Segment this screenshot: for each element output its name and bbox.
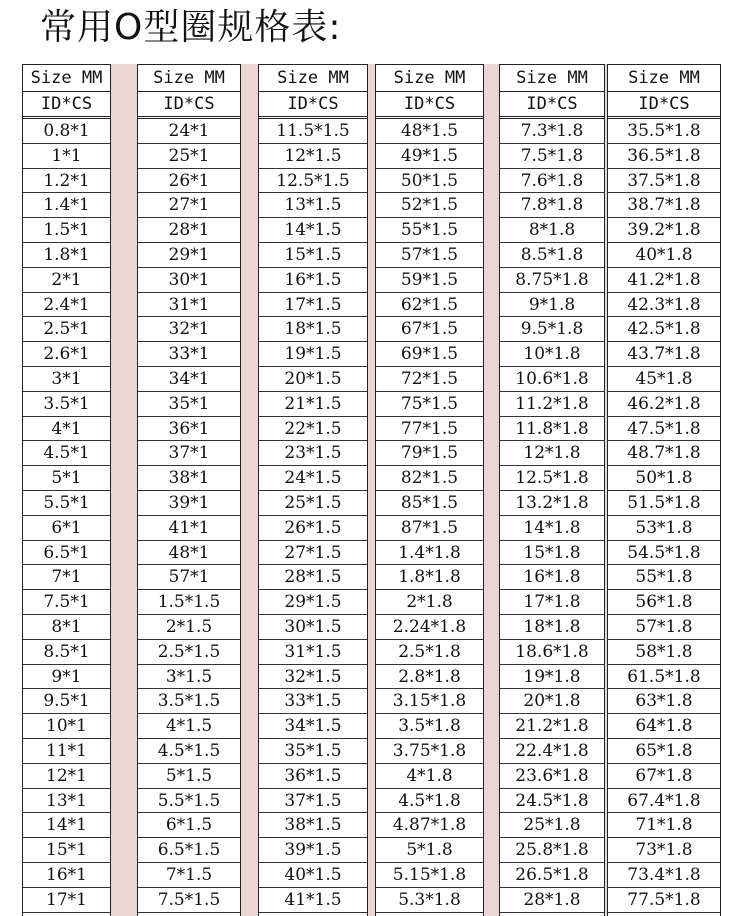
size-cell: 2*1 [23,268,110,293]
size-cell: 12*1 [23,764,110,789]
size-cell: 38*1.5 [259,813,367,838]
column-header-size: Size MM [376,64,483,92]
size-cell: 43.7*1.8 [608,342,720,367]
size-cell: 8.5*1.8 [500,243,604,268]
size-cell: 8*1.8 [500,218,604,243]
size-cell: 47.5*1.8 [608,417,720,442]
size-cell: 38.7*1.8 [608,193,720,218]
size-cell: 73*1.8 [608,838,720,863]
size-cell: 5.15*1.8 [376,863,483,888]
column-header-idcs: ID*CS [23,92,110,119]
size-cell: 35.5*1.8 [608,119,720,144]
size-cell: 1.5*1 [23,218,110,243]
size-cell: 62*1.5 [376,293,483,318]
size-cell: 36*1.5 [259,764,367,789]
size-cell: 67*1.8 [608,764,720,789]
size-cell: 65*1.8 [608,739,720,764]
size-cell: 46.2*1.8 [608,392,720,417]
size-cell: 22*1.5 [259,417,367,442]
size-column [258,64,368,916]
size-cell: 24*1.5 [259,466,367,491]
size-cell: 18*1.5 [259,317,367,342]
size-cell: 7.6*1.8 [500,169,604,194]
size-cell: 36*1 [138,417,240,442]
size-cell: 13*1.5 [259,193,367,218]
size-column [375,64,484,916]
size-cell: 16*1.8 [500,565,604,590]
size-cell: 50*1.5 [376,169,483,194]
size-cell: 39*1 [138,491,240,516]
size-cell: 30*1 [138,268,240,293]
size-cell: 4*1.5 [138,714,240,739]
size-cell: 15*1 [23,838,110,863]
size-cell: 2.5*1.5 [138,640,240,665]
size-cell: 37.5*1.8 [608,169,720,194]
size-cell: 7.8*1.8 [500,193,604,218]
size-cell: 11.8*1.8 [500,417,604,442]
size-column [607,64,721,916]
size-cell: 7*1 [23,565,110,590]
size-cell: 14*1 [23,813,110,838]
size-cell: 19*1.8 [500,665,604,690]
column-header-idcs: ID*CS [608,92,720,119]
size-cell: 25*1.5 [259,491,367,516]
size-cell: 3*1.5 [138,665,240,690]
size-cell: 10*1 [23,714,110,739]
size-cell: 41*1 [138,516,240,541]
size-cell: 4.5*1.5 [138,739,240,764]
size-cell: 13*1 [23,789,110,814]
size-cell: 9*1 [23,665,110,690]
size-cell: 1.4*1.8 [376,541,483,566]
size-cell: 8.75*1.8 [500,268,604,293]
column-header-size: Size MM [138,64,240,92]
size-cell: 23*1.5 [259,441,367,466]
size-cell: 69*1.5 [376,342,483,367]
size-cell: 17*1.8 [500,590,604,615]
size-cell: 37*1.5 [259,789,367,814]
size-cell: 29*1.5 [259,590,367,615]
size-cell: 57*1.8 [608,615,720,640]
column-header-idcs: ID*CS [259,92,367,119]
size-cell: 35*1 [138,392,240,417]
size-cell: 42.3*1.8 [608,293,720,318]
size-cell: 16*1 [23,863,110,888]
column-header-idcs: ID*CS [376,92,483,119]
size-column [22,64,111,916]
size-cell: 5.5*1 [23,491,110,516]
size-cell: 57*1 [138,565,240,590]
size-cell: 2.8*1.8 [376,665,483,690]
column-header-idcs: ID*CS [500,92,604,119]
size-cell: 26.5*1.8 [500,863,604,888]
size-cell: 11.2*1.8 [500,392,604,417]
size-cell: 2.4*1 [23,293,110,318]
column-header-size: Size MM [259,64,367,92]
size-cell: 3.5*1.5 [138,689,240,714]
size-cell: 18*1.8 [500,615,604,640]
size-cell: 12*1.5 [259,144,367,169]
size-cell: 32*1 [138,317,240,342]
size-cell: 73.4*1.8 [608,863,720,888]
size-cell: 3.5*1 [23,392,110,417]
size-cell: 2.24*1.8 [376,615,483,640]
size-cell: 2.5*1.8 [376,640,483,665]
size-cell: 5.5*1.5 [138,789,240,814]
size-cell: 48*1.5 [376,119,483,144]
size-cell: 1.2*1 [23,169,110,194]
size-cell: 3*1 [23,367,110,392]
size-cell: 67*1.5 [376,317,483,342]
size-cell: 20*1.5 [259,367,367,392]
size-cell: 7.5*1 [23,590,110,615]
size-cell: 25*1 [138,144,240,169]
size-cell: 21*1.5 [259,392,367,417]
column-gap [111,64,137,916]
size-cell: 63*1.8 [608,689,720,714]
size-cell: 9.5*1.8 [500,317,604,342]
size-cell: 24.5*1.8 [500,789,604,814]
size-cell: 12.5*1.8 [500,466,604,491]
size-cell: 75*1.5 [376,392,483,417]
size-cell: 11*1 [23,739,110,764]
o-ring-size-table [22,64,721,916]
size-cell: 4.5*1.8 [376,789,483,814]
size-cell: 5*1.8 [376,838,483,863]
size-cell: 1*1 [23,144,110,169]
size-cell: 4.5*1 [23,441,110,466]
size-cell: 33*1 [138,342,240,367]
size-cell: 27*1.5 [259,541,367,566]
size-cell: 9.5*1 [23,689,110,714]
size-cell: 25*1.8 [500,813,604,838]
size-cell: 32*1.5 [259,665,367,690]
size-cell: 5.3*1.8 [376,888,483,913]
size-cell: 35*1.5 [259,739,367,764]
page-title: 常用O型圈规格表: [40,7,342,48]
size-cell: 31*1.5 [259,640,367,665]
size-cell: 6.5*1 [23,541,110,566]
size-cell: 6*1 [23,516,110,541]
size-cell: 33*1.5 [259,689,367,714]
column-gap [368,64,375,916]
size-cell: 72*1.5 [376,367,483,392]
size-cell: 29*1 [138,243,240,268]
size-cell: 0.8*1 [23,119,110,144]
size-cell: 14*1.8 [500,516,604,541]
size-cell: 4.87*1.8 [376,813,483,838]
size-cell: 5*1 [23,466,110,491]
size-cell: 12*1.8 [500,441,604,466]
size-cell: 42.5*1.8 [608,317,720,342]
size-cell: 67.4*1.8 [608,789,720,814]
size-cell: 20*1.8 [500,689,604,714]
size-cell: 8*1 [23,615,110,640]
size-cell: 64*1.8 [608,714,720,739]
size-cell: 53*1.8 [608,516,720,541]
size-cell: 8.5*1 [23,640,110,665]
size-cell: 34*1 [138,367,240,392]
size-cell: 27*1 [138,193,240,218]
size-cell: 56*1.8 [608,590,720,615]
size-cell: 36.5*1.8 [608,144,720,169]
size-cell: 3.15*1.8 [376,689,483,714]
size-cell: 25.8*1.8 [500,838,604,863]
size-column [137,64,241,916]
size-cell: 54.5*1.8 [608,541,720,566]
size-cell: 45*1.8 [608,367,720,392]
size-cell: 50*1.8 [608,466,720,491]
size-cell: 48*1 [138,541,240,566]
size-cell: 3.75*1.8 [376,739,483,764]
size-cell: 24*1 [138,119,240,144]
size-cell: 61.5*1.8 [608,665,720,690]
size-cell: 7.5*1.5 [138,888,240,913]
size-cell: 15*1.8 [500,541,604,566]
size-cell: 22.4*1.8 [500,739,604,764]
size-cell: 55*1.8 [608,565,720,590]
size-cell: 19*1.5 [259,342,367,367]
size-cell: 18.6*1.8 [500,640,604,665]
size-cell: 57*1.5 [376,243,483,268]
size-cell: 41.2*1.8 [608,268,720,293]
size-cell: 38*1 [138,466,240,491]
size-cell: 71*1.8 [608,813,720,838]
size-cell: 17*1 [23,888,110,913]
size-cell: 4*1.8 [376,764,483,789]
size-cell: 37*1 [138,441,240,466]
size-cell: 16*1.5 [259,268,367,293]
column-header-idcs: ID*CS [138,92,240,119]
column-header-size: Size MM [500,64,604,92]
size-cell: 52*1.5 [376,193,483,218]
size-cell: 59*1.5 [376,268,483,293]
size-cell: 34*1.5 [259,714,367,739]
size-cell: 51.5*1.8 [608,491,720,516]
size-cell: 30*1.5 [259,615,367,640]
size-cell: 2.6*1 [23,342,110,367]
size-cell: 11.5*1.5 [259,119,367,144]
size-cell: 41*1.5 [259,888,367,913]
size-cell: 87*1.5 [376,516,483,541]
size-cell: 31*1 [138,293,240,318]
size-cell: 1.8*1.8 [376,565,483,590]
size-cell: 40*1.8 [608,243,720,268]
size-cell: 17*1.5 [259,293,367,318]
size-cell: 15*1.5 [259,243,367,268]
size-cell: 2*1.5 [138,615,240,640]
size-cell: 48.7*1.8 [608,441,720,466]
size-cell: 2*1.8 [376,590,483,615]
size-cell: 49*1.5 [376,144,483,169]
size-cell: 40*1.5 [259,863,367,888]
column-header-size: Size MM [23,64,110,92]
size-cell: 82*1.5 [376,466,483,491]
size-cell: 9*1.8 [500,293,604,318]
size-cell: 12.5*1.5 [259,169,367,194]
size-cell: 85*1.5 [376,491,483,516]
size-cell: 58*1.8 [608,640,720,665]
size-cell: 2.5*1 [23,317,110,342]
size-cell: 14*1.5 [259,218,367,243]
size-cell: 4*1 [23,417,110,442]
size-cell: 39.2*1.8 [608,218,720,243]
size-cell: 28*1 [138,218,240,243]
size-cell: 3.5*1.8 [376,714,483,739]
size-cell: 6.5*1.5 [138,838,240,863]
size-cell: 21.2*1.8 [500,714,604,739]
size-cell: 13.2*1.8 [500,491,604,516]
size-cell: 1.8*1 [23,243,110,268]
column-gap [484,64,499,916]
size-cell: 10*1.8 [500,342,604,367]
column-header-size: Size MM [608,64,720,92]
size-cell: 26*1.5 [259,516,367,541]
size-cell: 28*1.8 [500,888,604,913]
size-cell: 79*1.5 [376,441,483,466]
size-cell: 77*1.5 [376,417,483,442]
size-cell: 1.5*1.5 [138,590,240,615]
size-cell: 55*1.5 [376,218,483,243]
size-cell: 39*1.5 [259,838,367,863]
column-gap [241,64,258,916]
size-cell: 7*1.5 [138,863,240,888]
size-cell: 7.3*1.8 [500,119,604,144]
size-cell: 6*1.5 [138,813,240,838]
size-column [499,64,605,916]
size-cell: 7.5*1.8 [500,144,604,169]
size-cell: 10.6*1.8 [500,367,604,392]
size-cell: 5*1.5 [138,764,240,789]
size-cell: 23.6*1.8 [500,764,604,789]
size-cell: 26*1 [138,169,240,194]
size-cell: 1.4*1 [23,193,110,218]
size-cell: 77.5*1.8 [608,888,720,913]
size-cell: 28*1.5 [259,565,367,590]
